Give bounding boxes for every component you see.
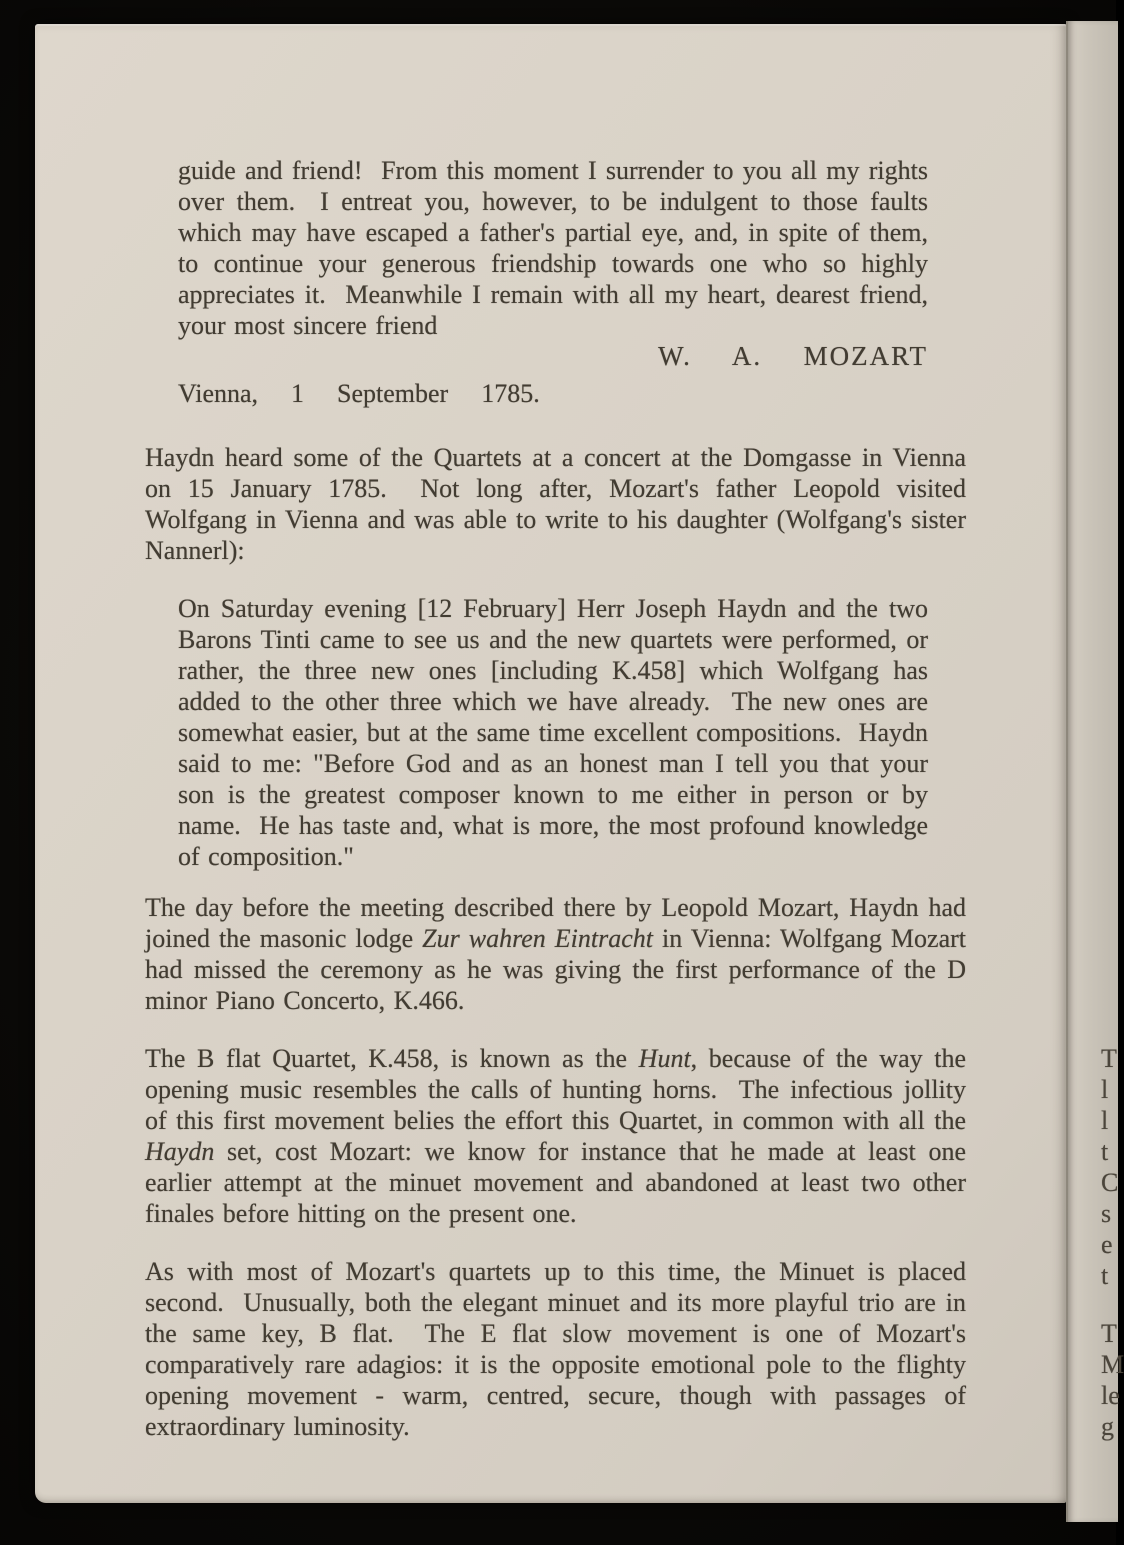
next-page-text-fragment: e <box>1101 1230 1113 1259</box>
next-page-text-fragment: C <box>1101 1168 1119 1197</box>
next-page-text-fragment: T <box>1101 1044 1117 1073</box>
text-run: As with most of Mozart's quartets up to this time, the Minuet is placed second. Unusually, both the elegant minuet and its more playful trio are in the same key, B flat. The E flat slow movement is one of Mozart's comparatively rare adagios: it is the opposite emotional pole to the flighty opening movement - warm, centred, secure, though with passages of extraordinary luminosity. <box>145 1257 975 1441</box>
text-run: guide and friend! From this moment I surrender to you all my rights over them. I entreat you, however, to be indulgent to those faults which may have escaped a father's partial eye, and, in spite of them, to continue your generous friendship towards one who so highly appreciates it. Meanwhile I remain with all my heart, dearest friend, your most sincere friend <box>178 156 937 340</box>
text-run: Haydn heard some of the Quartets at a concert at the Domgasse in Vienna on 15 January 1785. Not long after, Mozart's father Leopold visited Wolfgang in Vienna and was able to write to his daughter (Wolfgang's sister Nannerl): <box>145 443 975 565</box>
text-run: The day before the meeting described there by Leopold Mozart, Haydn had joined the masonic lodge <box>145 893 975 953</box>
next-page-text-fragment: s <box>1101 1199 1112 1228</box>
next-page-text-fragment: l <box>1101 1075 1109 1104</box>
minuet-paragraph <box>145 1256 975 1442</box>
next-page-text-fragment: l <box>1101 1106 1109 1135</box>
hunt-quartet-paragraph <box>145 1043 975 1229</box>
italic-text-run: Hunt <box>638 1044 691 1073</box>
italic-text-run: Zur wahren Eintracht <box>422 924 653 953</box>
next-page-text-fragment: t <box>1101 1261 1109 1290</box>
programme-page <box>35 24 1066 1503</box>
intro-paragraph <box>145 442 975 566</box>
text-run: Vienna, 1 September 1785. <box>178 379 540 408</box>
next-page-text-fragment: T <box>1101 1319 1117 1348</box>
next-page-text-fragment: g <box>1101 1412 1114 1441</box>
text-run: The B flat Quartet, K.458, is known as the <box>145 1044 639 1073</box>
next-page-edge <box>1066 21 1118 1522</box>
next-page-text-fragment: M <box>1101 1350 1124 1379</box>
letter-quote-text <box>178 155 937 341</box>
text-run: W. A. MOZART <box>658 341 928 371</box>
leopold-letter-quote <box>178 593 937 872</box>
text-run: On Saturday evening [12 February] Herr Joseph Haydn and the two Barons Tinti came to see us and the new quartets were performed, or rather, the three new ones [including K.458] which Wolfgang has added to the other three which we have already. The new ones are somewhat easier, but at the same time excellent compositions. Haydn said to me: "Before God and as an honest man I tell you that your son is the greatest composer known to me either in person or by name. He has taste and, what is more, the most profound knowledge of composition." <box>178 594 937 871</box>
next-page-text-fragment: le <box>1101 1381 1120 1410</box>
page-content <box>145 155 975 1469</box>
letter-signature <box>178 341 928 372</box>
masonic-lodge-paragraph <box>145 892 975 1016</box>
text-run: in Vienna: Wolfgang Mozart had missed the ceremony as he was giving the first performance of the D minor Piano Concerto, K.466. <box>145 924 975 1015</box>
letter-dateline <box>178 378 928 409</box>
text-run: set, cost Mozart: we know for instance that he made at least one earlier attempt at the minuet movement and abandoned at least two other finales before hitting on the present one. <box>145 1137 975 1228</box>
italic-text-run: Haydn <box>145 1137 215 1166</box>
next-page-text-fragment: t <box>1101 1137 1109 1166</box>
text-run: , because of the way the opening music resembles the calls of hunting horns. The infectious jollity of this first movement belies the effort this Quartet, in common with all the <box>145 1044 975 1135</box>
